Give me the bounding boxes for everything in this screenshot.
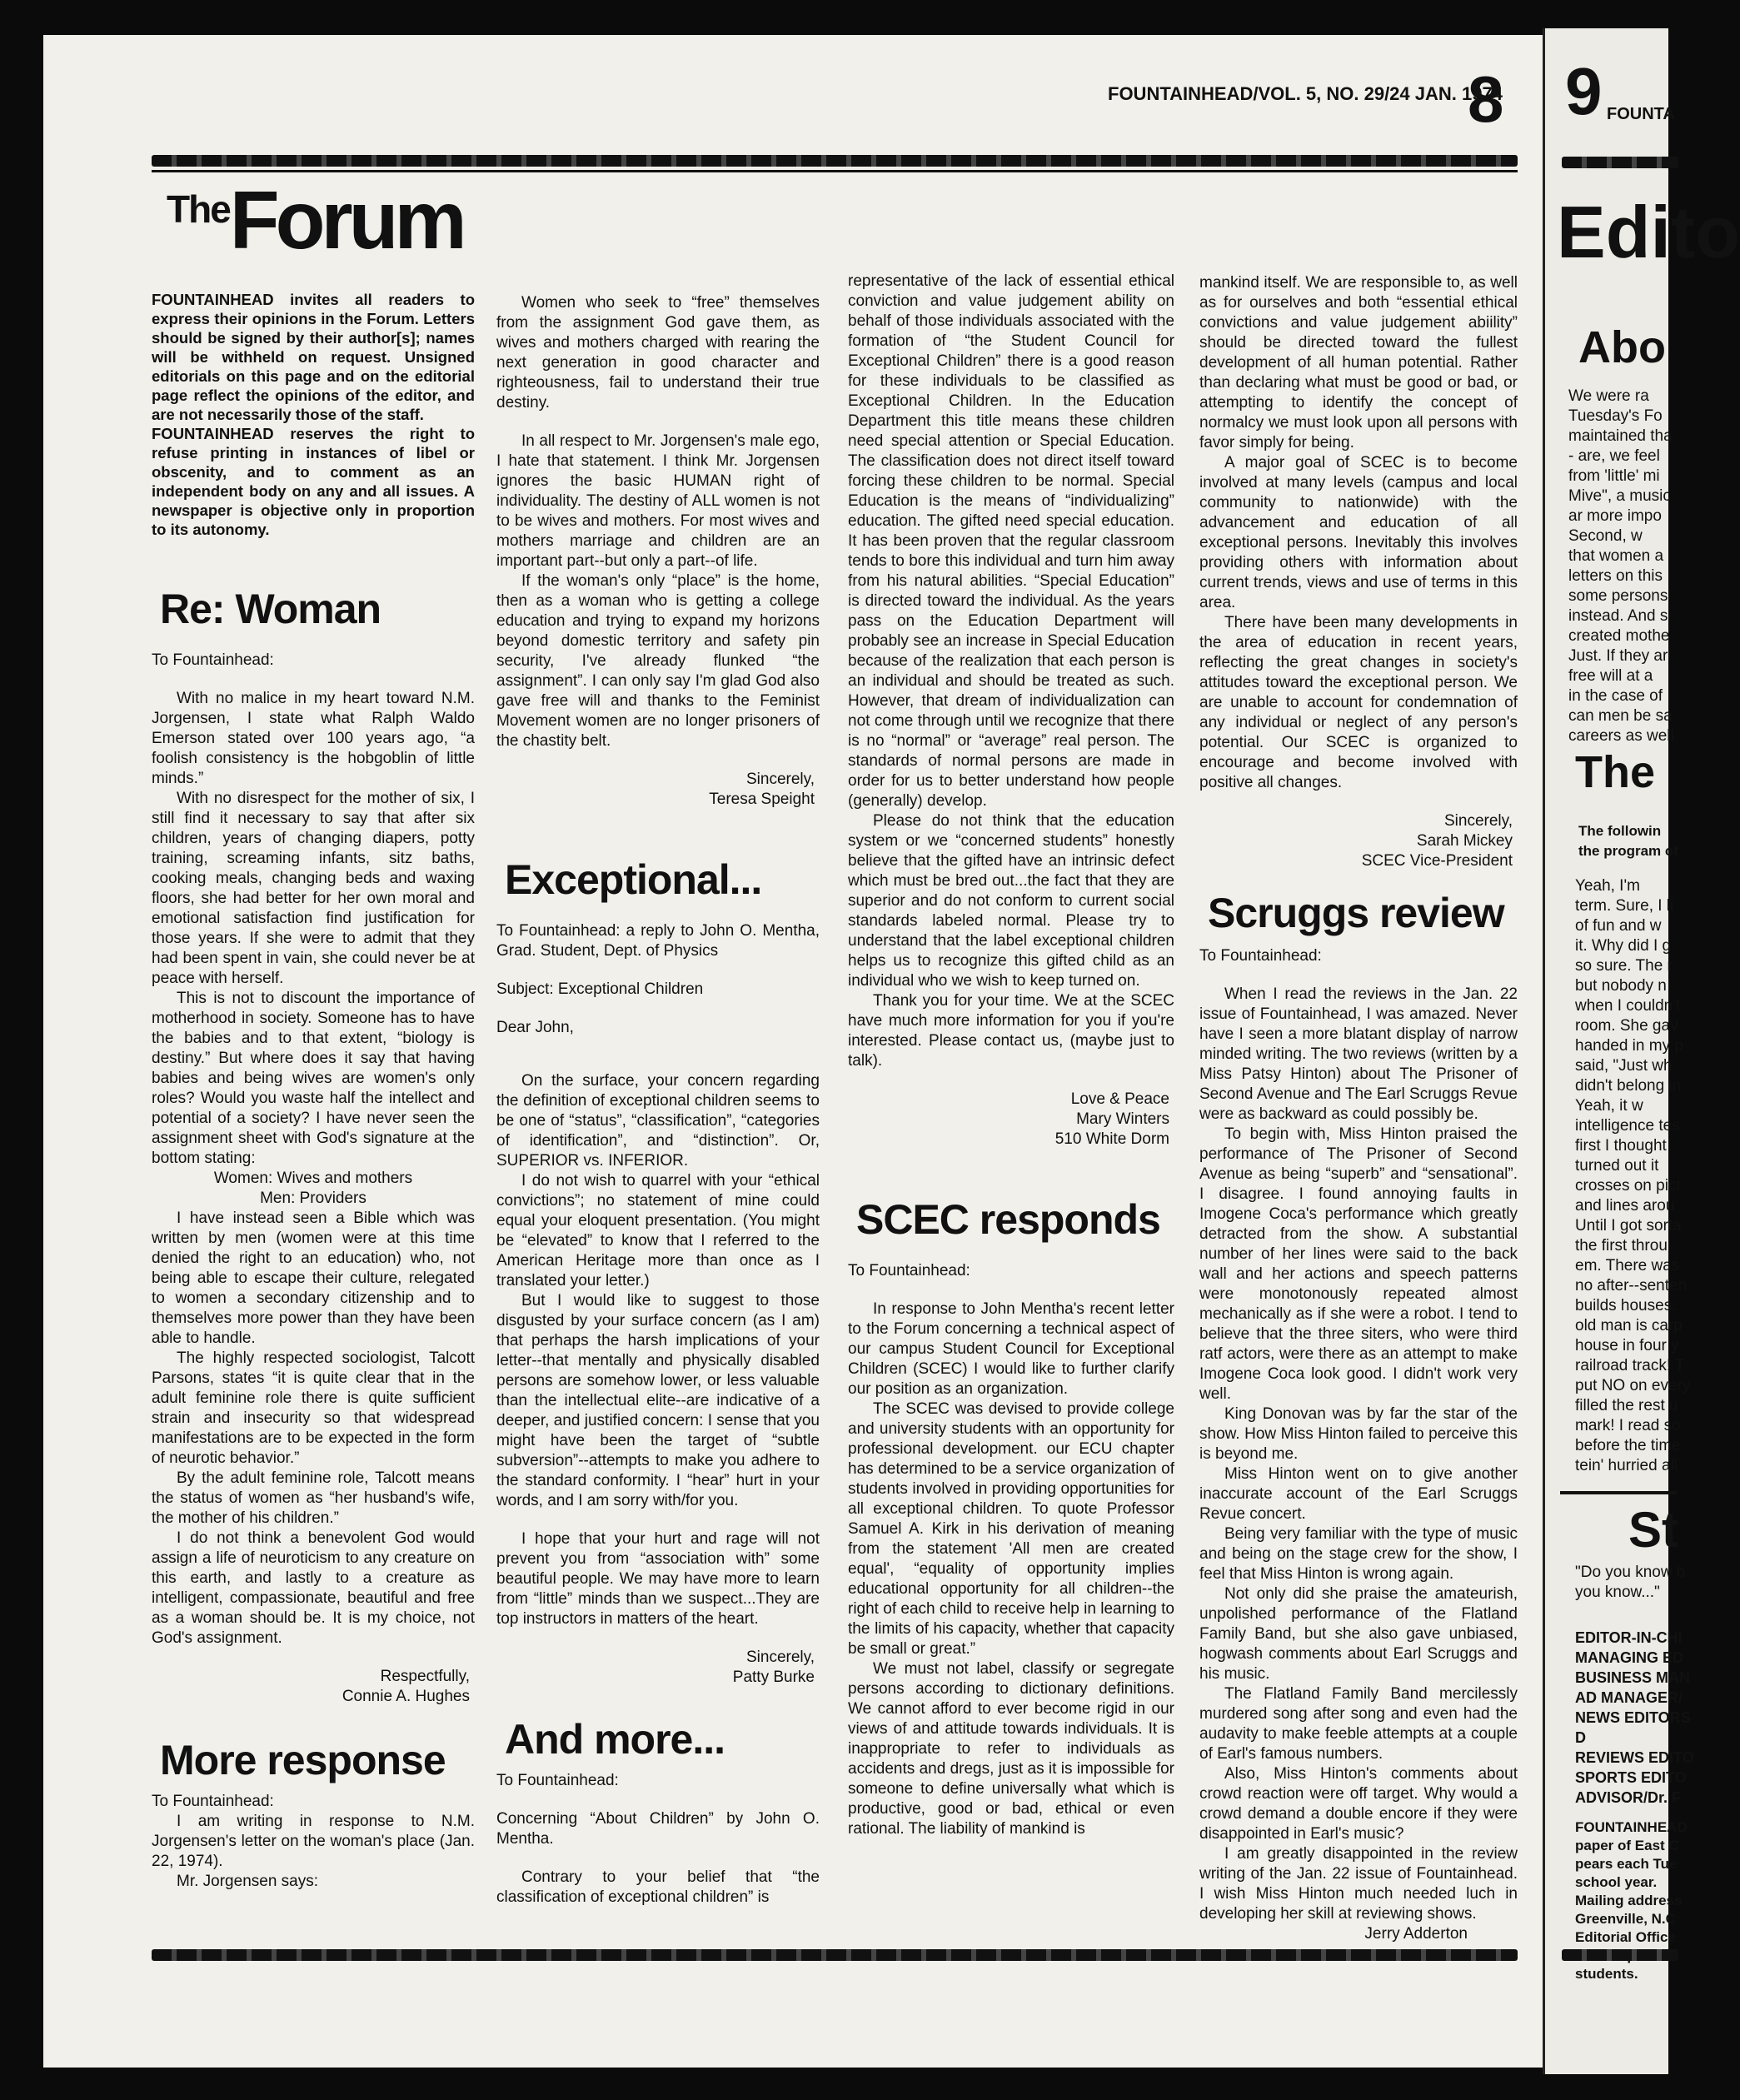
headline-and-more: And more... xyxy=(505,1716,725,1763)
page-number: 8 xyxy=(1468,62,1504,136)
adjacent-text-line: Second, w xyxy=(1568,527,1643,545)
adjacent-text-line: when I couldn't xyxy=(1575,997,1681,1015)
adjacent-text-line: didn't belong in xyxy=(1575,1077,1682,1095)
adjacent-text-line: but nobody n xyxy=(1575,977,1667,995)
forum-masthead xyxy=(167,174,463,266)
letter-paragraph: I do not think a benevolent God would assign a life of neuroticism to any creature on this earth, and lastly to a creature as intelligent, compassionate, beautiful and free as a woman should be. It is my choice, not God's assignment. xyxy=(152,1529,475,1647)
column-3 xyxy=(848,272,1174,1839)
signature: Patty Burke xyxy=(732,1669,815,1686)
letter-paragraph: Contrary to your belief that “the classification of exceptional children” is xyxy=(496,1868,820,1906)
letter-paragraph: Mr. Jorgensen says: xyxy=(177,1873,319,1890)
adjacent-text-line: and lines arou xyxy=(1575,1197,1675,1215)
adjacent-text-line: turned out it xyxy=(1575,1157,1659,1175)
adjacent-section-head: Edito xyxy=(1557,191,1740,273)
adjacent-text-line: some persons xyxy=(1568,587,1668,605)
closing: Sincerely, xyxy=(745,1649,815,1666)
adjacent-text-line: handed in my p xyxy=(1575,1037,1683,1055)
letter-paragraph: Being very familiar with the type of music and being on the stage crew for the show, I feel that Miss Hinton is wrong again. xyxy=(1199,1525,1518,1583)
letter-paragraph: In response to John Mentha's recent letter to the Forum concerning a technical aspect of our campus Student Council for Exceptional Children (SCEC) I would like to further clarify our position as an organization. xyxy=(848,1300,1174,1398)
adjacent-text-line: crosses on pict xyxy=(1575,1177,1681,1195)
address: 510 White Dorm xyxy=(1054,1130,1169,1148)
adjacent-text-line: mark! I read so xyxy=(1575,1417,1681,1434)
salutation: To Fountainhead: xyxy=(1199,947,1322,965)
signature: Mary Winters xyxy=(1076,1110,1169,1128)
adjacent-text-line: careers as well xyxy=(1568,727,1674,745)
adjacent-text-line: house in four y xyxy=(1575,1337,1679,1354)
adjacent-text-line: BUSINESS MAN xyxy=(1575,1669,1691,1686)
letter-paragraph: I am greatly disappointed in the review writing of the Jan. 22 issue of Fountainhead. I wish Miss Hinton much needed luch in developing her skill at reviewing shows. xyxy=(1199,1845,1518,1923)
adjacent-text-line: room. She gav xyxy=(1575,1017,1678,1035)
adjacent-page-number: 9 xyxy=(1565,54,1603,128)
letter-paragraph: I have instead seen a Bible which was written by men (women were at this time denied the right to an education) who, not being able to escape their culture, relegated to women a secondary citizenship and to themselves more power than they have been able to handle. xyxy=(152,1210,475,1347)
letter-paragraph: Please do not think that the education system or we “concerned students” honestly believe that the gifted have an intrinsic defect which must be bred out...the fact that they are superior and do not conform to current social standards labeled normal. Please try to understand that the label exceptional children helps us to recognize this gifted child as an individual who we wish to keep turned on. xyxy=(848,812,1174,990)
letter-paragraph: We must not label, classify or segregate persons according to dictionary definitions. We cannot afford to ever become rigid in our views of and attitude towards individuals. It is inappropriate to refer to individuals as accidents and dregs, just as it is impossible for someone to define universally what which is productive, good or bad, ethical or even rational. The liability of mankind is xyxy=(848,1660,1174,1838)
letter-paragraph: There have been many developments in the area of education in recent years, reflecting the great changes in society's attitudes toward the exceptional person. We are unable to account for condemnation of any individual or neglect of any person's potential. Our SCEC is organized to encourage and become involved with positive all changes. xyxy=(1199,614,1518,791)
adjacent-text-line: term. Sure, I li xyxy=(1575,897,1674,915)
adjacent-text-line: - are, we feel xyxy=(1568,447,1660,465)
adjacent-divider xyxy=(1560,1491,1677,1494)
adjacent-text-line: tein' hurried all xyxy=(1575,1457,1678,1474)
closing: Respectfully, xyxy=(380,1668,470,1685)
letter-paragraph: Not only did she praise the amateurish, unpolished performance of the Flatland Family Band, but she also gave unbiased, hogwash comments about Earl Scruggs and his music. xyxy=(1199,1585,1518,1683)
letter-paragraph: On the surface, your concern regarding the definition of exceptional children seems to be one of “status”, “classification”, “categories of identification”, and “distinction”. Or, SUPERIOR vs. INFERIOR. xyxy=(496,1072,820,1170)
letter-paragraph: The Flatland Family Band mercilessly murdered song after song and even had the audavity to make feeble attempts at a couple of Earl's famous numbers. xyxy=(1199,1685,1518,1763)
letter-intro: To Fountainhead: a reply to John O. Mentha, Grad. Student, Dept. of Physics xyxy=(496,922,820,960)
adjacent-text-line: that women a xyxy=(1568,547,1664,565)
letter-paragraph: King Donovan was by far the star of the show. How Miss Hinton failed to perceive this is beyond me. xyxy=(1199,1405,1518,1463)
adjacent-text-line: put NO on every xyxy=(1575,1377,1691,1394)
letter-paragraph: A major goal of SCEC is to become involved at many levels (campus and local community to nationwide) with the advancement and education of all exceptional persons. Inevitably this involves providing others with information about current trends, views and use of terms in this area. xyxy=(1199,454,1518,611)
adjacent-text-line: REVIEWS EDITO xyxy=(1575,1749,1694,1766)
headline-more-response: More response xyxy=(160,1737,446,1783)
letter-paragraph: Also, Miss Hinton's comments about crowd reaction were off target. Why would a crowd demand a double encore if they were disappointed in Earl's music? xyxy=(1199,1765,1518,1843)
adjacent-text-line: it. Why did I g xyxy=(1575,937,1672,955)
adjacent-text-line: pears each Tue xyxy=(1575,1856,1678,1872)
salutation: To Fountainhead: xyxy=(496,1772,619,1789)
adjacent-headline-2: The xyxy=(1575,747,1656,797)
adjacent-headline: Abo xyxy=(1578,322,1666,372)
masthead-forum: Forum xyxy=(229,174,463,266)
adjacent-text-line: Mailing address xyxy=(1575,1893,1683,1908)
letter-paragraph: The highly respected sociologist, Talcott Parsons, states “it is quite clear that in the adult feminine role there is quite sufficient strain and insecurity so that widespread manifestations are to be expected in the form of neurotic behavior.” xyxy=(152,1349,475,1467)
adjacent-text-line: The followin xyxy=(1578,823,1662,839)
top-thin-rule xyxy=(152,170,1518,172)
adjacent-text-line: We were ra xyxy=(1568,387,1649,405)
adjacent-page xyxy=(1543,28,1740,2074)
adjacent-text-line: ADVISOR/Dr. F xyxy=(1575,1789,1682,1806)
quoted-passage: Women who seek to “free” themselves from the assignment God gave them, as wives and mothers charged with rearing the next generation in good character and righteousness, fail to understand their true destiny. xyxy=(496,294,820,412)
letter-paragraph: Miss Hinton went on to give another inaccurate account of the Earl Scruggs Revue concert. xyxy=(1199,1465,1518,1523)
adjacent-text-line: free will at a xyxy=(1568,667,1653,685)
adjacent-text-line: the program of xyxy=(1578,843,1678,859)
adjacent-running-head: FOUNTA xyxy=(1607,105,1675,123)
letter-paragraph: I hope that your hurt and rage will not prevent you from “association with” some beautiful people. We may have more to learn from “little” minds than we suspect...They are top instructors in matters of the heart. xyxy=(496,1530,820,1628)
closing: Sincerely, xyxy=(745,771,815,788)
adjacent-text-line: paper of East C xyxy=(1575,1838,1679,1853)
letter-paragraph: With no disrespect for the mother of six, I still find it necessary to say that after six children, years of changing diapers, potty training, screaming infants, sitz baths, cooking meals, changing beds and waxing floors, she had better for her own moral and emotional satisfaction find justification for those years. If she were to admit that they had been spent in vain, she could never be at peace with herself. xyxy=(152,790,475,987)
adjacent-text-line: old man is carp xyxy=(1575,1317,1683,1334)
salutation: Dear John, xyxy=(496,1019,574,1036)
column-1 xyxy=(152,290,475,1892)
headline-re-woman: Re: Woman xyxy=(160,586,381,632)
letter-subject: Subject: Exceptional Children xyxy=(496,980,704,998)
adjacent-text-line: first I thought xyxy=(1575,1137,1667,1155)
adjacent-text-line: Greenville, N.C xyxy=(1575,1911,1676,1927)
adjacent-text-line: no after--senten xyxy=(1575,1277,1688,1294)
adjacent-text-line: school year. xyxy=(1575,1874,1658,1890)
bottom-wave-rule xyxy=(152,1949,1518,1961)
signature: Jerry Adderton xyxy=(1364,1925,1468,1943)
letter-paragraph: When I read the reviews in the Jan. 22 issue of Fountainhead, I was amazed. Never have I seen a more blatant display of narrow minded writing. The two reviews (written by a Miss Patsy Hinton) about The Prisoner of Second Avenue and The Earl Scruggs Revue were as backward as could possibly be. xyxy=(1199,985,1518,1123)
adjacent-text-line: SPORTS EDITO xyxy=(1575,1769,1687,1786)
adjacent-text-line: in the case of xyxy=(1568,687,1663,705)
adjacent-text-line: "Do you know b xyxy=(1575,1564,1686,1581)
adjacent-text-line: Mive", a music xyxy=(1568,487,1671,505)
forum-policy xyxy=(152,290,475,539)
adjacent-text-line: railroad track! T xyxy=(1575,1357,1685,1374)
adjacent-text-line: students. xyxy=(1575,1966,1638,1982)
policy-paragraph: FOUNTAINHEAD invites all readers to express their opinions in the Forum. Letters should be signed by their author[s]; names will be withheld on request. Unsigned editorials on this page and on the editorial page reflect the opinions of the editor, and are not necessarily those of the staff. xyxy=(152,291,475,423)
letter-paragraph: With no malice in my heart toward N.M. Jorgensen, I state what Ralph Waldo Emerson stated over 100 years ago, “a foolish consistency is the hobgoblin of little minds.” xyxy=(152,690,475,787)
masthead-the: The xyxy=(167,187,230,231)
adjacent-text-line: MANAGING ED xyxy=(1575,1649,1683,1666)
adjacent-text-line: FOUNTAINHEAD xyxy=(1575,1819,1688,1835)
adjacent-text-line: Editorial Office xyxy=(1575,1929,1676,1945)
adjacent-text-line: said, "Just wh xyxy=(1575,1057,1673,1075)
letter-paragraph: mankind itself. We are responsible to, as well as for ourselves and both “essential ethical convictions and value judgement abiility” should be directed toward the fullest development of all human potential. Rather than declaring what must be good or bad, or attempting to identify the concept of normalcy we must look upon all persons with favor simply for being. xyxy=(1199,274,1518,451)
adjacent-text-line: Until I got sorta xyxy=(1575,1217,1682,1235)
adjacent-text-line: instead. And s xyxy=(1568,607,1668,625)
adjacent-text-line: builds houses. xyxy=(1575,1297,1677,1314)
adjacent-text-line: ar more impo xyxy=(1568,507,1662,525)
quote-men: Men: Providers xyxy=(260,1190,366,1207)
letter-paragraph: To begin with, Miss Hinton praised the performance of The Prisoner of Second Avenue as being “superb” and “sensational”. I disagree. I found annoying faults in Imogene Coca's performance which greatly detracted from the show. A substantial number of her lines were said to the back wall and her actions and speech patterns were monotonously repeated almost mechanically as if she were a robot. I tend to believe that the three siters, who were third ratf actors, were there as an attempt to make Imogene Coca look good. I didn't work very well. xyxy=(1199,1125,1518,1403)
adjacent-text-line: intelligence tes xyxy=(1575,1117,1680,1135)
adjacent-text-line: can men be sa xyxy=(1568,707,1673,725)
closing: Love & Peace xyxy=(1070,1090,1169,1108)
adjacent-text-line: before the time xyxy=(1575,1437,1681,1454)
letter-paragraph: If the woman's only “place” is the home, then as a woman who is getting a college education and trying to expand my horizons beyond domestic territory and safety pin security, I've already flunked “the assignment”. I can only say I'm glad God also gave free will and thanks to the Feminist Movement women are no longer prisoners of the chastity belt. xyxy=(496,572,820,750)
adjacent-text-line: em. There was xyxy=(1575,1257,1680,1274)
signature: Connie A. Hughes xyxy=(342,1688,470,1705)
adjacent-text-line: created mothe xyxy=(1568,627,1670,645)
column-4 xyxy=(1199,273,1518,1944)
adjacent-text-line: the first throu xyxy=(1575,1237,1668,1255)
letter-paragraph: In all respect to Mr. Jorgensen's male ego, I hate that statement. I think Mr. Jorgensen ignores the basic HUMAN right of individuality. The destiny of ALL women is not to be wives and mothers. For most wives and mothers marriage and children are an important part--but only a part--of life. xyxy=(496,432,820,570)
signature: Sarah Mickey xyxy=(1416,832,1513,850)
letter-paragraph: But I would like to suggest to those disgusted by your surface concern (as I am) that perhaps the harsh implications of your letter--that mentally and physically disabled persons are somehow lower, or less valuable than the intellectual elite--are indicative of a deeper, and justified concern: I sense that you might have been the target of “subtle subversion”--attempts to make you adhere to the standard conformity. I “hear” hurt in your words, and I am sorry with/for you. xyxy=(496,1292,820,1509)
adjacent-text-line: so sure. The r xyxy=(1575,957,1673,975)
column-2 xyxy=(496,293,820,1908)
salutation: To Fountainhead: xyxy=(848,1262,970,1279)
letter-paragraph: I do not wish to quarrel with your “ethical convictions”; no statement of mine could equal your eloquent presentation. (You might be “elevated” to know that I referred to the American Heritage more than once as I translated your letter.) xyxy=(496,1172,820,1289)
adjacent-text-line: you know..." xyxy=(1575,1584,1660,1601)
letter-paragraph: Thank you for your time. We at the SCEC have much more information for you if you're interested. Please contact us, (maybe just to talk). xyxy=(848,992,1174,1070)
salutation: To Fountainhead: xyxy=(152,651,274,669)
adjacent-text-line: letters on this xyxy=(1568,567,1663,585)
headline-exceptional: Exceptional... xyxy=(505,856,762,903)
signature-title: SCEC Vice-President xyxy=(1361,852,1513,870)
headline-scec-responds: SCEC responds xyxy=(856,1196,1160,1243)
adjacent-text-line: from 'little' mi xyxy=(1568,467,1660,485)
running-head: FOUNTAINHEAD/VOL. 5, NO. 29/24 JAN. 1974 xyxy=(1108,83,1503,104)
adjacent-text-line: AD MANAGER/ xyxy=(1575,1689,1683,1706)
adjacent-headline-3: St xyxy=(1628,1502,1678,1558)
letter-paragraph: representative of the lack of essential ethical conviction and value judgement ability on behalf of those individuals associated with the formation of “the Student Council for Exceptional Children” there is a good reason for these individuals to be classified as Exceptional Children. In the Education Department this title means these children need special attention or Special Education. The classification does not direct itself toward forcing these children to be normal. Special Education is the means of “individualizing” education. The gifted need special education. It has been proven that the regular classroom tends to bore this individual and turn him away from his natural abilities. “Special Education” is directed toward the individual. As the years pass on the Education Department will probably see an increase in Special Education because of the realization that each person is an individual and should be treated as such. However, that dream of individualization can not come through until we recognize that there is no “normal” or “average” real person. The standards of normal persons are made in order for us to better understand how people (generally) develop. xyxy=(848,272,1174,810)
adjacent-text-line: of fun and w xyxy=(1575,917,1662,935)
adjacent-text-line: maintained tha xyxy=(1568,427,1673,445)
signature: Teresa Speight xyxy=(709,791,815,808)
adjacent-text-line: NEWS EDITORS xyxy=(1575,1709,1691,1726)
adjacent-text-line: Tuesday's Fo xyxy=(1568,407,1663,425)
letter-paragraph: Concerning “About Children” by John O. Mentha. xyxy=(496,1810,820,1848)
adjacent-bottom-rule xyxy=(1562,1949,1678,1961)
quote-women: Women: Wives and mothers xyxy=(213,1170,413,1187)
closing: Sincerely, xyxy=(1443,812,1513,830)
adjacent-text-line: Just. If they ar xyxy=(1568,647,1668,665)
adjacent-top-rule xyxy=(1562,157,1678,168)
adjacent-text-line: Yeah, it w xyxy=(1575,1097,1643,1115)
top-wave-rule xyxy=(152,155,1518,167)
adjacent-text-line: Yeah, I'm xyxy=(1575,877,1640,895)
headline-scruggs-review: Scruggs review xyxy=(1208,890,1504,936)
adjacent-text-line: filled the rest u xyxy=(1575,1397,1678,1414)
letter-paragraph: By the adult feminine role, Talcott means the status of women as “her husband's wife, the mother of his children.” xyxy=(152,1469,475,1527)
adjacent-text-line: D xyxy=(1575,1729,1586,1746)
salutation: To Fountainhead: xyxy=(152,1793,274,1810)
letter-paragraph: I am writing in response to N.M. Jorgensen's letter on the woman's place (Jan. 22, 1974). xyxy=(152,1813,475,1870)
policy-paragraph: FOUNTAINHEAD reserves the right to refuse printing in instances of libel or obscenity, and to comment as an independent body on any and all issues. A newspaper is objective only in proportion to its autonomy. xyxy=(152,425,475,538)
adjacent-text-line: EDITOR-IN-CHI xyxy=(1575,1629,1683,1646)
letter-paragraph: The SCEC was devised to provide college and university students with an opportunity for professional development. our ECU chapter has determined to be a service organization of students involved in providing opportunities for all exceptional children. To quote Professor Samuel A. Kirk in his derivation of meaning from the statement 'All men are created equal', “equality of opportunity implies educational opportunity for all children--the right of each child to receive help in learning to the limits of his capacity, whether that capacity be small or great.” xyxy=(848,1400,1174,1658)
letter-paragraph: This is not to discount the importance of motherhood in society. Someone has to have the babies and to that extent, “biology is destiny.” But where does it say that having babies and being wives are women's only roles? Would you waste half the intellect and potential of a society? I have never seen the assignment sheet with God's signature at the bottom stating: xyxy=(152,990,475,1167)
